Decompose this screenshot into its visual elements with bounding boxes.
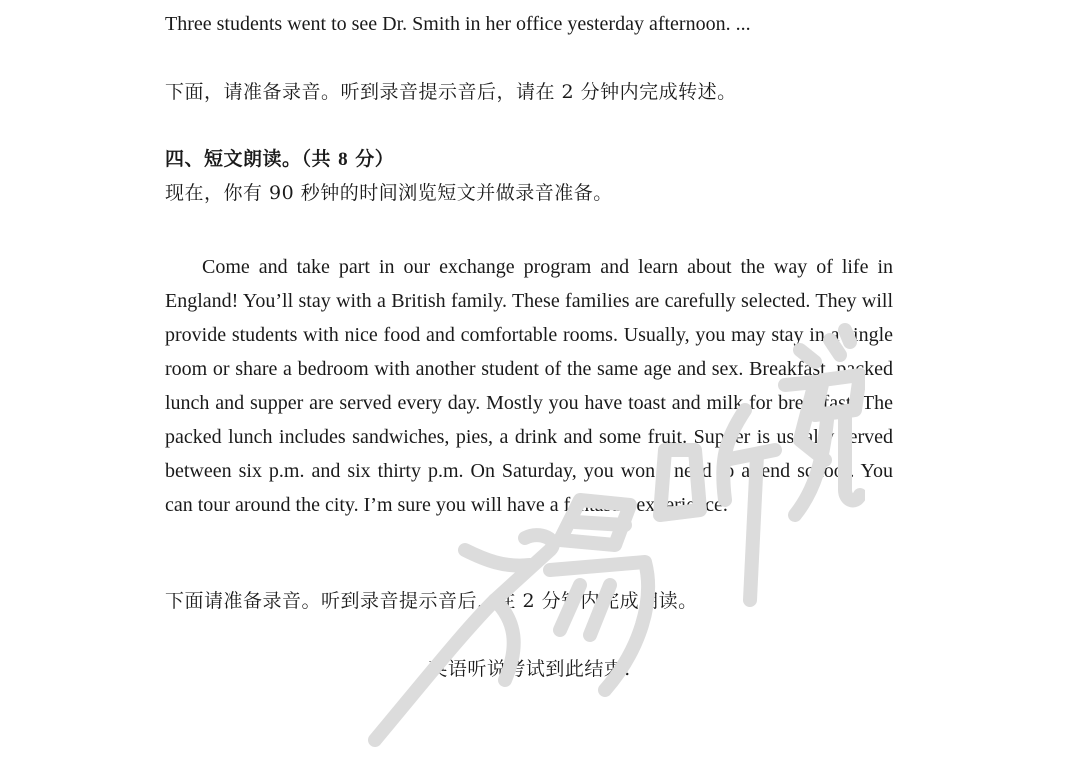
- exam-ending: 英语听说考试到此结束!: [428, 658, 632, 680]
- preview-instruction: 现在，你有 90 秒钟的时间浏览短文并做录音准备。: [165, 182, 613, 204]
- intro-line: Three students went to see Dr. Smith in her office yesterday afternoon. ...: [165, 13, 751, 35]
- retell-instruction: 下面，请准备录音。听到录音提示音后，请在 2 分钟内完成转述。: [165, 81, 737, 103]
- section-heading-suffix: 分）: [348, 148, 395, 170]
- read-instruction: 下面请准备录音。听到录音提示音后，在 2 分钟内完成朗读。: [165, 590, 698, 612]
- reading-passage: Come and take part in our exchange program and learn about the way of life in England! You’ll stay with a British family. These families are carefully selected. They will provide students with nice food and comfortable rooms. Usually, you may stay in a single room or share a bedroom with another student of the same age and sex. Breakfast, packed lunch and supper are served every day. Mostly you have toast and milk for breakfast. The packed lunch includes sandwiches, pies, a drink and some fruit. Supper is usually served between six p.m. and six thirty p.m. On Saturday, you won’t need to attend school. You can tour around the city. I’m sure you will have a fantastic experience.: [165, 256, 893, 516]
- section-heading-points: 8: [338, 149, 349, 170]
- section-heading: [165, 147, 394, 172]
- section-heading-prefix: 四、短文朗读。（共: [165, 148, 339, 170]
